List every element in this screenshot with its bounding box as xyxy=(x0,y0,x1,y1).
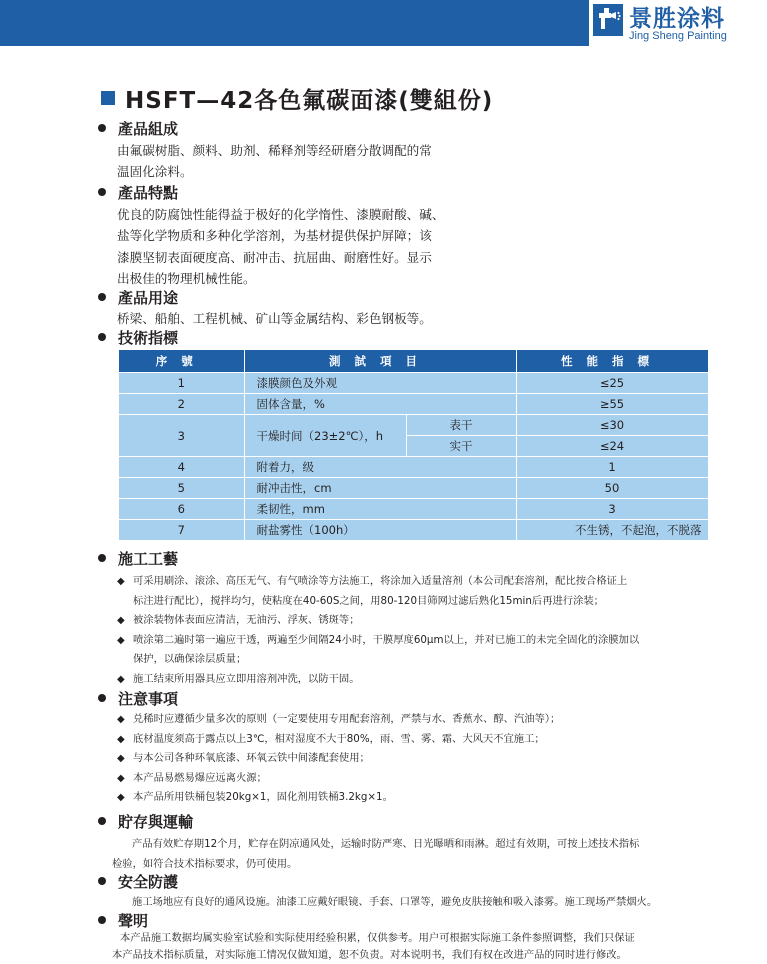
list-item: ◆ 喷涂第二遍时第一遍应干透，两遍至少间隔24小时，干膜厚度60μm以上，并对已施工的未完全固化的涂膜加以 保护，以确保涂层质量； xyxy=(117,631,639,670)
diamond-bullet-icon: ◆ xyxy=(117,634,125,646)
storage-text: 产品有效贮存期12个月，贮存在阴凉通风处，运输时防严寒、日光曝晒和雨淋。超过有效期，可按上述技术指标 检验，如符合技术指标要求，仍可使用。 xyxy=(112,838,640,870)
bullet-icon xyxy=(98,877,106,885)
title-square-icon xyxy=(101,91,115,105)
table-row: 实干 ≤24 xyxy=(119,436,708,457)
list-item: ◆ 本产品所用铁桶包装20kg×1，固化剂用铁桶3.2kg×1。 xyxy=(117,788,560,808)
bullet-icon xyxy=(98,188,106,196)
list-item: ◆ 施工结束所用器具应立即用溶剂冲洗，以防干固。 xyxy=(117,670,639,690)
diamond-bullet-icon: ◆ xyxy=(117,673,125,685)
table-row: 5 耐冲击性，cm 50 xyxy=(119,478,708,499)
bullet-icon xyxy=(98,916,106,924)
cautions-list xyxy=(117,710,560,808)
list-item: ◆ 可采用刷涂、滚涂、高压无气、有气喷涂等方法施工，将涂加入适量溶剂（本公司配套溶剂，配比按合格证上 标注进行配比），搅拌均匀，使粘度在40-60S之间，用80-120目筛网过滤后熟化15min后再进行涂装； xyxy=(117,572,639,611)
bullet-icon xyxy=(98,333,106,341)
table-row: 7 耐盐雾性（100h） 不生锈，不起泡，不脱落 xyxy=(119,520,708,541)
features-text: 优良的防腐蚀性能得益于极好的化学惰性、漆膜耐酸、碱、 盐等化学物质和多种化学溶剂，为基材提供保护屏障；该 漆膜坚韧表面硬度高、耐冲击、抗屈曲、耐磨性好。显示 出极佳的物理机械性能。 xyxy=(117,207,445,286)
section-heading-composition: 產品組成 xyxy=(98,119,178,139)
section-heading-usage: 產品用途 xyxy=(98,288,178,308)
table-row: 2 固体含量，% ≥55 xyxy=(119,394,708,415)
usage-text: 桥梁、船舶、工程机械、矿山等金属结构、彩色钢板等。 xyxy=(117,311,432,326)
section-heading-features: 產品特點 xyxy=(98,183,178,203)
section-heading-safety: 安全防護 xyxy=(98,872,178,892)
table-row: 3 干燥时间（23±2℃），h 表干 ≤30 xyxy=(119,415,708,436)
list-item: ◆ 兑稀时应遵循少量多次的原则（一定要使用专用配套溶剂，严禁与水、香蕉水、醇、汽油等）； xyxy=(117,710,560,730)
bullet-icon xyxy=(98,554,106,562)
spec-table xyxy=(119,350,709,541)
product-title: HSFT—42各色氟碳面漆(雙組份) xyxy=(125,88,494,114)
diamond-bullet-icon: ◆ xyxy=(117,733,125,745)
spec-table-header xyxy=(119,350,708,373)
section-heading-tech: 技術指標 xyxy=(98,328,178,348)
header-band xyxy=(0,0,590,46)
bullet-icon xyxy=(98,694,106,702)
section-heading-storage: 貯存與運輸 xyxy=(98,812,193,832)
diamond-bullet-icon: ◆ xyxy=(117,792,125,803)
spray-gun-icon xyxy=(593,4,623,36)
header-item: 測試項目 xyxy=(244,350,516,373)
safety-text: 施工场地应有良好的通风设施。油漆工应戴好眼镜、手套、口罩等，避免皮肤接触和吸入漆雾。施工现场严禁烟火。 xyxy=(132,896,658,908)
bullet-icon xyxy=(98,817,106,825)
header-value: 性能指標 xyxy=(516,350,708,373)
process-list xyxy=(117,572,639,689)
section-heading-statement: 聲明 xyxy=(98,911,148,931)
list-item: ◆ 与本公司各种环氧底漆、环氧云铁中间漆配套使用； xyxy=(117,749,560,769)
table-row: 1 漆膜颜色及外观 ≤25 xyxy=(119,373,708,394)
list-item: ◆ 底材温度须高于露点以上3℃，相对湿度不大于80%，雨、雪、雾、霜、大风天不宜施工； xyxy=(117,730,560,750)
table-row: 6 柔韧性，mm 3 xyxy=(119,499,708,520)
section-heading-cautions: 注意事項 xyxy=(98,689,178,709)
diamond-bullet-icon: ◆ xyxy=(117,714,125,725)
brand-name: 景胜涂料 xyxy=(629,6,725,32)
header-no: 序號 xyxy=(119,350,244,373)
bullet-icon xyxy=(98,124,106,132)
diamond-bullet-icon: ◆ xyxy=(117,772,125,784)
list-item: ◆ 本产品易燃易爆应远离火源； xyxy=(117,769,560,789)
diamond-bullet-icon: ◆ xyxy=(117,753,125,764)
section-heading-process: 施工工藝 xyxy=(98,549,178,569)
composition-text: 由氟碳树脂、颜料、助剂、稀释剂等经研磨分散调配的常 温固化涂料。 xyxy=(117,143,432,180)
statement-text: 本产品施工数据均属实验室试验和实际使用经验积累，仅供参考。用户可根据实际施工条件参照调整，我们只保证 本产品技术指标质量，对实际施工情况仅做知道，恕不负责。对本说明书，我们有权在改进产品的同时进行修改。 xyxy=(112,932,635,961)
brand-logo xyxy=(589,0,767,46)
brand-subtitle: Jing Sheng Painting xyxy=(629,30,727,42)
bullet-icon xyxy=(98,293,106,301)
diamond-bullet-icon: ◆ xyxy=(117,576,125,587)
table-row: 4 附着力，级 1 xyxy=(119,457,708,478)
diamond-bullet-icon: ◆ xyxy=(117,615,125,626)
list-item: ◆ 被涂装物体表面应清洁，无油污、浮灰、锈斑等； xyxy=(117,611,639,631)
